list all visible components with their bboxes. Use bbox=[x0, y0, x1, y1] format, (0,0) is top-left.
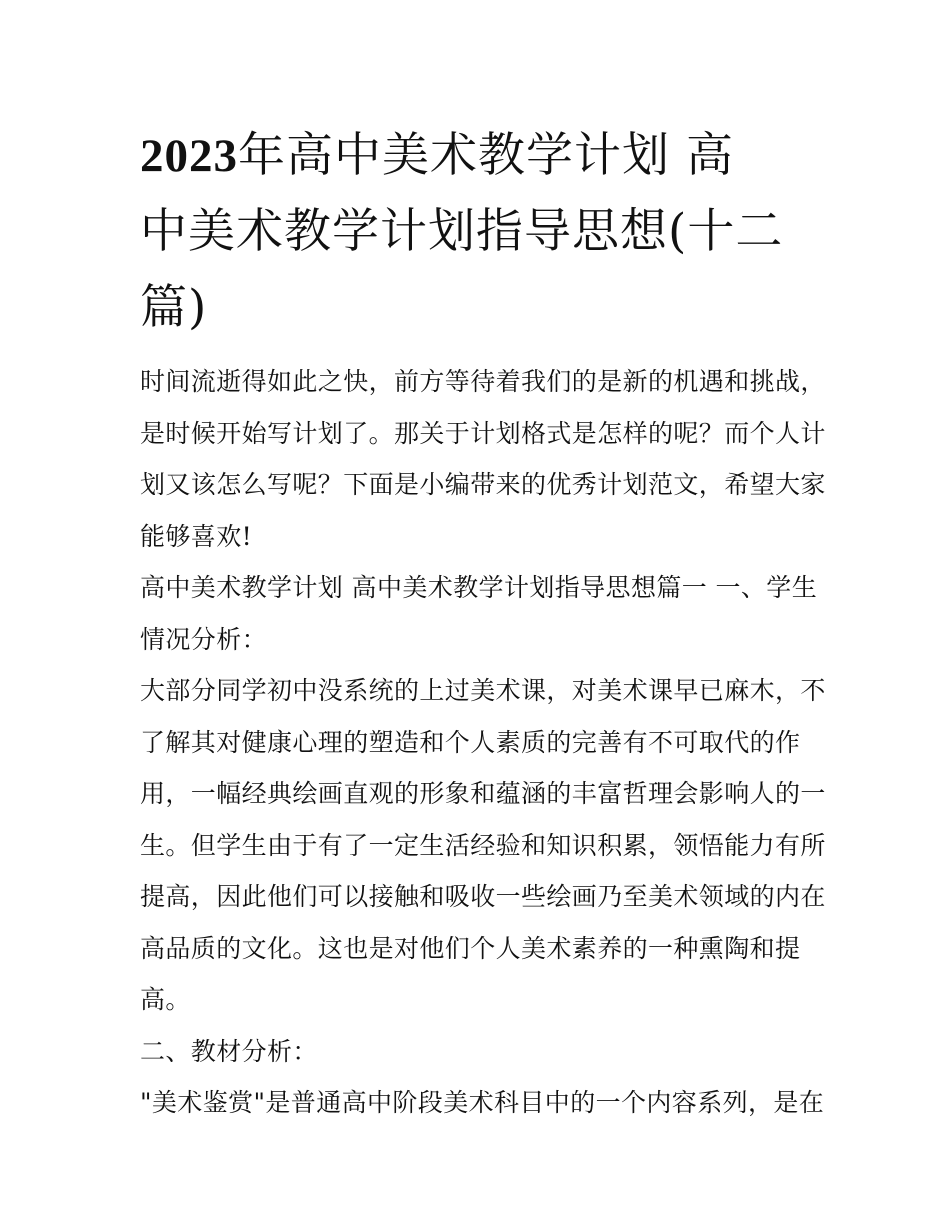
body-line: 是时候开始写计划了。那关于计划格式是怎样的呢？而个人计 bbox=[140, 418, 826, 448]
section-heading-line: 二、教材分析： bbox=[140, 1036, 318, 1066]
title-line-2 bbox=[140, 194, 812, 270]
document-title bbox=[140, 118, 812, 346]
body-line: 划又该怎么写呢？下面是小编带来的优秀计划范文，希望大家 bbox=[140, 470, 826, 499]
body-line: 能够喜欢! bbox=[140, 521, 253, 551]
section-heading-line: 情况分析： bbox=[140, 624, 268, 654]
title-text: 中美术教学计划指导思想(十二 bbox=[140, 204, 784, 259]
body-line: 用，一幅经典绘画直观的形象和蕴涵的丰富哲理会影响人的一 bbox=[140, 779, 826, 808]
title-year: 2023 bbox=[140, 130, 238, 182]
body-line: 提高，因此他们可以接触和吸收一些绘画乃至美术领域的内在 bbox=[140, 882, 826, 911]
body-line: 时间流逝得如此之快，前方等待着我们的是新的机遇和挑战， bbox=[140, 367, 826, 396]
title-text: 篇) bbox=[140, 280, 208, 335]
body-line: 大部分同学初中没系统的上过美术课，对美术课早已麻木，不 bbox=[140, 676, 826, 705]
body-line: 生。但学生由于有了一定生活经验和知识积累，领悟能力有所 bbox=[140, 830, 826, 860]
body-line: 高品质的文化。这也是对他们个人美术素养的一种熏陶和提 bbox=[140, 933, 801, 963]
document-body bbox=[140, 356, 826, 1129]
body-line: 了解其对健康心理的塑造和个人素质的完善有不可取代的作 bbox=[140, 727, 801, 757]
body-line: 高。 bbox=[140, 985, 191, 1014]
title-line-3 bbox=[140, 270, 812, 346]
section-heading-line: 高中美术教学计划 高中美术教学计划指导思想篇一 一、学生 bbox=[140, 573, 818, 602]
title-text: 年高中美术教学计划 高 bbox=[238, 128, 734, 183]
body-line: "美术鉴赏"是普通高中阶段美术科目中的一个内容系列，是在 bbox=[140, 1088, 825, 1117]
title-line-1 bbox=[140, 118, 812, 194]
